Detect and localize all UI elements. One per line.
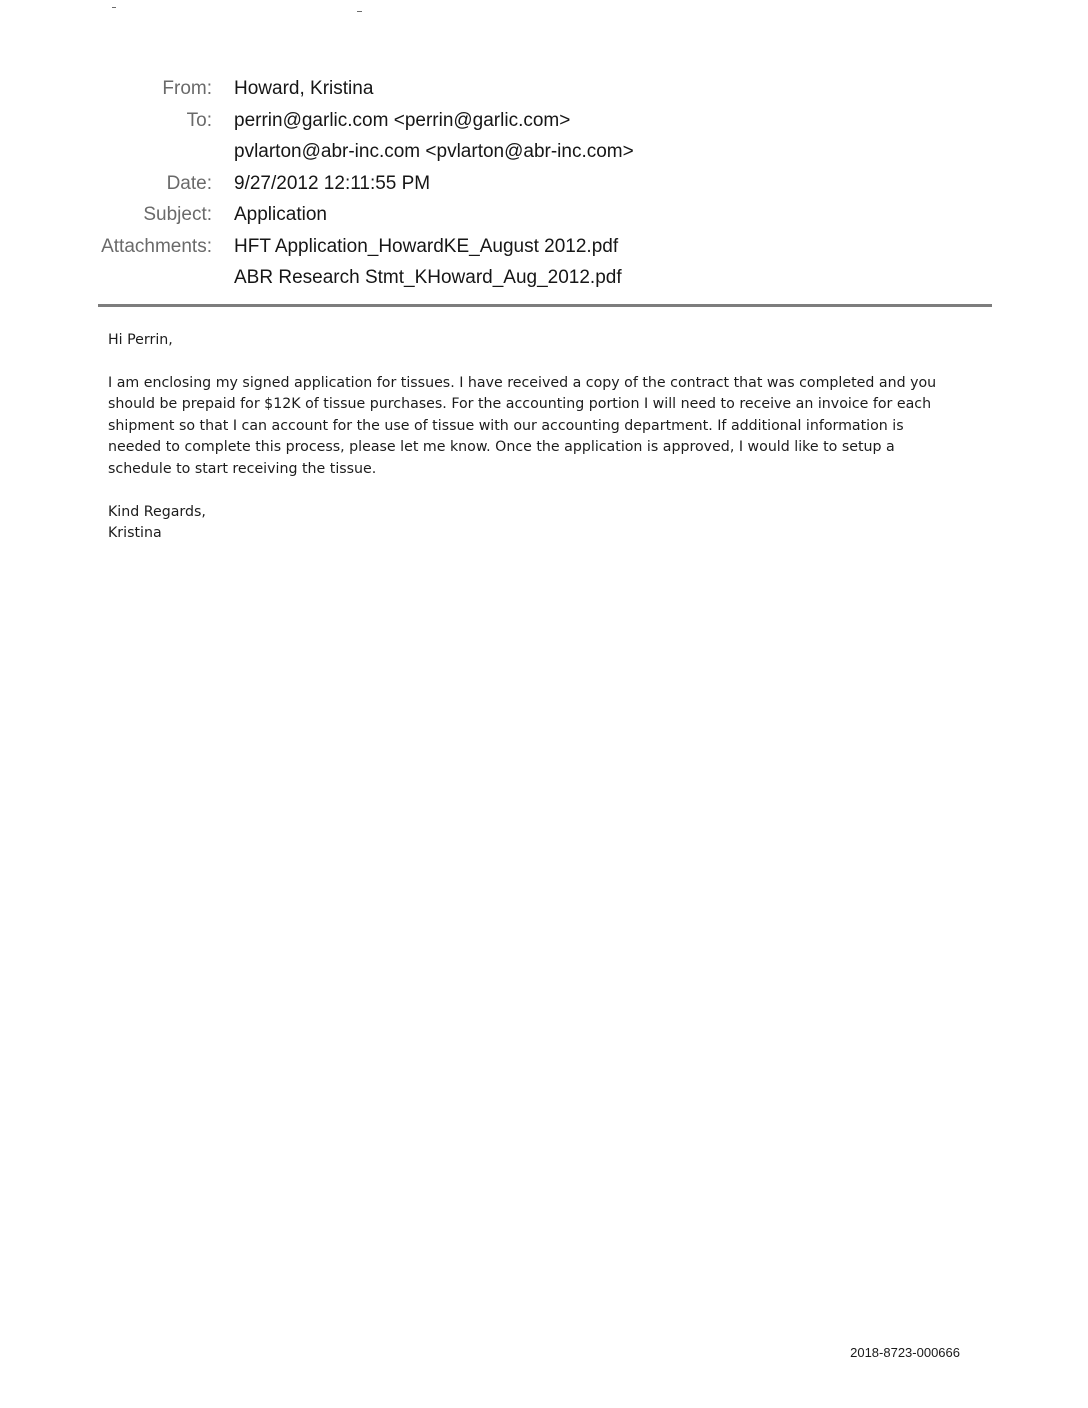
- to-row: [90, 110, 990, 142]
- date-row: [90, 173, 990, 205]
- header-divider: [98, 304, 992, 307]
- attachments-row: [90, 236, 990, 268]
- document-id: 2018-8723-000666: [850, 1345, 960, 1360]
- date-label: Date:: [166, 172, 212, 194]
- to-label: To:: [186, 109, 212, 131]
- to-value-1: perrin@garlic.com <perrin@garlic.com>: [234, 109, 571, 131]
- closing-signature: Kind Regards, Kristina: [108, 503, 206, 542]
- email-body: [108, 330, 988, 545]
- scan-mark: [112, 7, 116, 8]
- scan-mark: [357, 11, 362, 12]
- from-row: [90, 78, 990, 110]
- to-row-continued: [90, 141, 990, 173]
- to-value-2: pvlarton@abr-inc.com <pvlarton@abr-inc.com>: [234, 141, 634, 162]
- subject-value: Application: [234, 204, 327, 225]
- attachment-1: HFT Application_HowardKE_August 2012.pdf: [234, 235, 619, 257]
- greeting: Hi Perrin,: [108, 332, 173, 348]
- from-value: Howard, Kristina: [234, 78, 374, 99]
- subject-label: Subject:: [143, 204, 212, 225]
- body-paragraph: I am enclosing my signed application for tissues. I have received a copy of the contract that was completed and you should be prepaid for $12K of tissue purchases. For the accounting portion I will need to receive an invoice for each shipment so that I can account for the use of tissue with our accounting department. If additional information is needed to complete this process, please let me know. Once the application is approved, I would like to setup a schedule to start receiving the tissue.: [108, 374, 937, 477]
- date-value: 9/27/2012 12:11:55 PM: [234, 172, 431, 194]
- subject-row: [90, 204, 990, 236]
- attachment-2: ABR Research Stmt_KHoward_Aug_2012.pdf: [234, 267, 622, 288]
- from-label: From:: [162, 78, 212, 99]
- email-header: [90, 78, 990, 299]
- attachments-row-continued: [90, 267, 990, 299]
- attachments-label: Attachments:: [101, 235, 212, 257]
